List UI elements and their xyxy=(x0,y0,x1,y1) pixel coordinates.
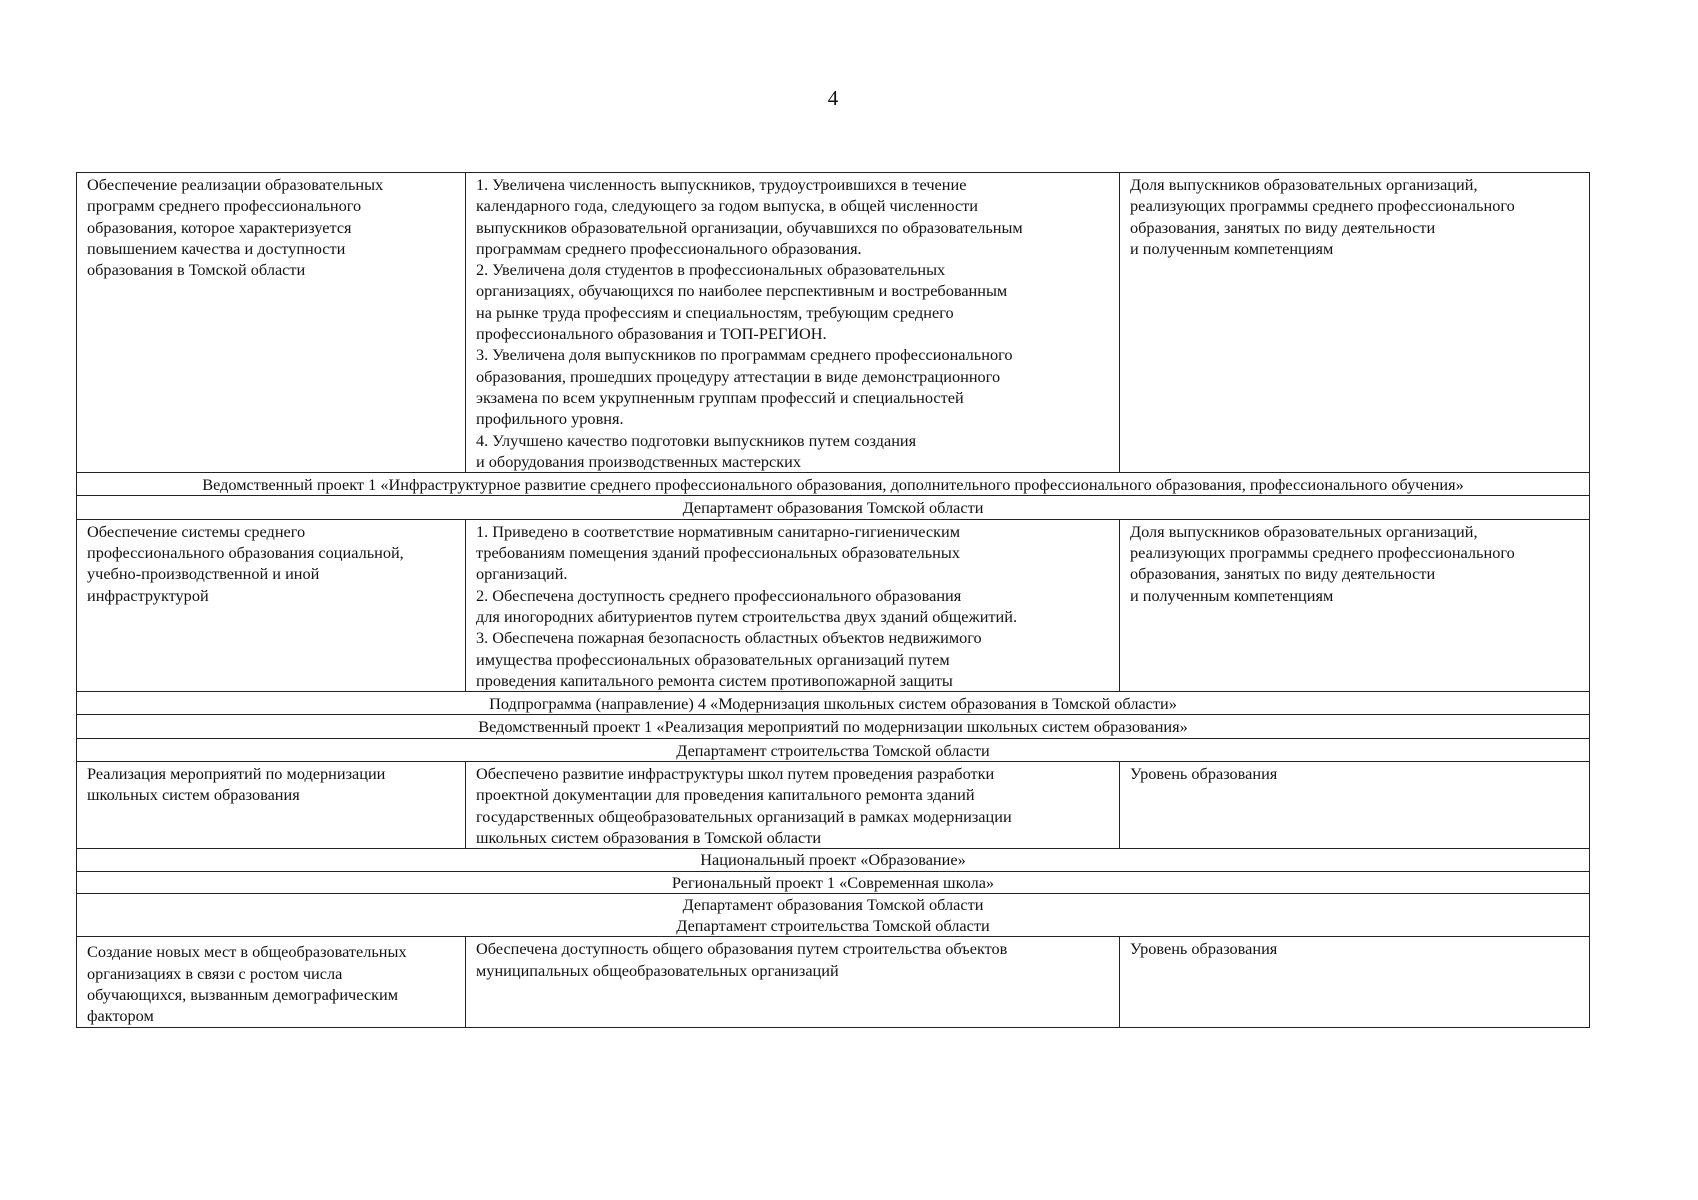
department-heading: Департамент образования Томской области xyxy=(77,496,1590,519)
results-cell: 1. Приведено в соответствие нормативным санитарно-гигиеническим требованиям помещения зданий профессиональных образовательных организаций. 2. Обеспечена доступность среднего профессионального образования для иногородних абитуриентов путем строительства двух зданий общежитий. 3. Обеспечена пожарная безопасность областных объектов недвижимого имущества профессиональных образовательных организаций путем проведения капитального ремонта систем противопожарной защиты xyxy=(466,519,1120,691)
section-header-row xyxy=(77,715,1590,738)
goal-cell: Обеспечение реализации образовательных программ среднего профессионального образования, которое характеризуется повышением качества и доступности образования в Томской области xyxy=(77,173,466,473)
indicator-cell: Доля выпускников образовательных организаций, реализующих программы среднего профессионального образования, занятых по виду деятельности и полученным компетенциям xyxy=(1120,173,1590,473)
indicator-cell: Доля выпускников образовательных организаций, реализующих программы среднего профессионального образования, занятых по виду деятельности и полученным компетенциям xyxy=(1120,519,1590,691)
indicator-cell: Уровень образования xyxy=(1120,937,1590,1027)
table-row xyxy=(77,762,1590,849)
department-heading: Департамент строительства Томской области xyxy=(77,738,1590,761)
regional-project-heading: Региональный проект 1 «Современная школа» xyxy=(77,871,1590,893)
table-row xyxy=(77,519,1590,691)
table-row xyxy=(77,173,1590,473)
section-header-row xyxy=(77,496,1590,519)
page-number: 4 xyxy=(827,86,839,110)
results-cell: Обеспечено развитие инфраструктуры школ путем проведения разработки проектной документации для проведения капитального ремонта зданий государственных общеобразовательных организаций в рамках модернизации школьных систем образования в Томской области xyxy=(466,762,1120,849)
section-header-row xyxy=(77,871,1590,893)
program-table xyxy=(76,172,1590,1028)
section-header-row xyxy=(77,849,1590,871)
results-cell: 1. Увеличена численность выпускников, трудоустроившихся в течение календарного года, следующего за годом выпуска, в общей численности выпускников образовательной организации, обучавшихся по образовательным программам среднего профессионального образования. 2. Увеличена доля студентов в профессиональных образовательных организациях, обучающихся по наиболее перспективным и востребованным на рынке труда профессиям и специальностям, требующим среднего профессионального образования и ТОП-РЕГИОН. 3. Увеличена доля выпускников по программам среднего профессионального образования, прошедших процедуру аттестации в виде демонстрационного экзамена по всем укрупненным группам профессий и специальностей профильного уровня. 4. Улучшено качество подготовки выпускников путем создания и оборудования производственных мастерских xyxy=(466,173,1120,473)
department-heading: Департамент образования Томской области Департамент строительства Томской области xyxy=(77,893,1590,937)
section-header-row xyxy=(77,473,1590,496)
national-project-heading: Национальный проект «Образование» xyxy=(77,849,1590,871)
subprogram-heading: Подпрограмма (направление) 4 «Модернизация школьных систем образования в Томской области» xyxy=(77,692,1590,715)
goal-cell: Создание новых мест в общеобразовательных организациях в связи с ростом числа обучающихся, вызванным демографическим фактором xyxy=(77,937,466,1027)
results-cell: Обеспечена доступность общего образования путем строительства объектов муниципальных общеобразовательных организаций xyxy=(466,937,1120,1027)
goal-cell: Обеспечение системы среднего профессионального образования социальной, учебно-производственной и иной инфраструктурой xyxy=(77,519,466,691)
departmental-project-heading: Ведомственный проект 1 «Инфраструктурное развитие среднего профессионального образования, дополнительного профессионального образования, профессионального обучения» xyxy=(77,473,1590,496)
table-row xyxy=(77,937,1590,1027)
goal-cell: Реализация мероприятий по модернизации школьных систем образования xyxy=(77,762,466,849)
indicator-cell: Уровень образования xyxy=(1120,762,1590,849)
section-header-row xyxy=(77,738,1590,761)
departmental-project-heading: Ведомственный проект 1 «Реализация мероприятий по модернизации школьных систем образования» xyxy=(77,715,1590,738)
section-header-row xyxy=(77,893,1590,937)
section-header-row xyxy=(77,692,1590,715)
